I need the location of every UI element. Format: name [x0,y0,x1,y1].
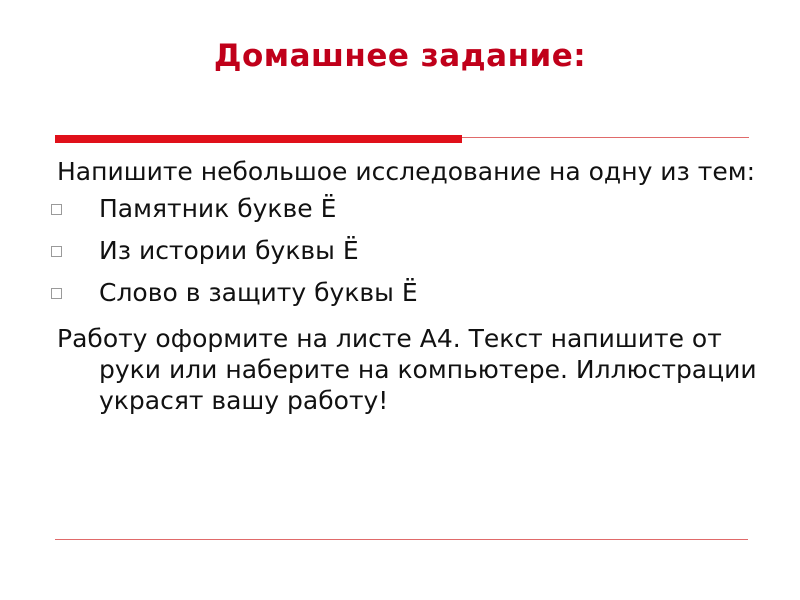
slide-title: Домашнее задание: [213,38,587,74]
slide-content [57,156,757,416]
topic-label: Из истории буквы Ё [99,236,359,265]
list-item [57,193,757,235]
intro-paragraph: Напишите небольшое исследование на одну из тем: [57,157,756,186]
hollow-square-bullet-icon [51,288,62,299]
list-item [57,235,757,277]
topic-label: Памятник букве Ё [99,194,337,223]
topic-list [57,193,757,319]
hollow-square-bullet-icon [51,204,62,215]
hollow-square-bullet-icon [51,246,62,257]
accent-rule-thick [55,135,462,143]
accent-rule-thin [462,137,749,138]
instructions-paragraph: Работу оформите на листе А4. Текст напишите от руки или наберите на компьютере. Иллюстрации украсят вашу работу! [57,324,757,415]
bottom-rule [55,539,748,540]
topic-label: Слово в защиту буквы Ё [99,278,418,307]
list-item [57,277,757,319]
